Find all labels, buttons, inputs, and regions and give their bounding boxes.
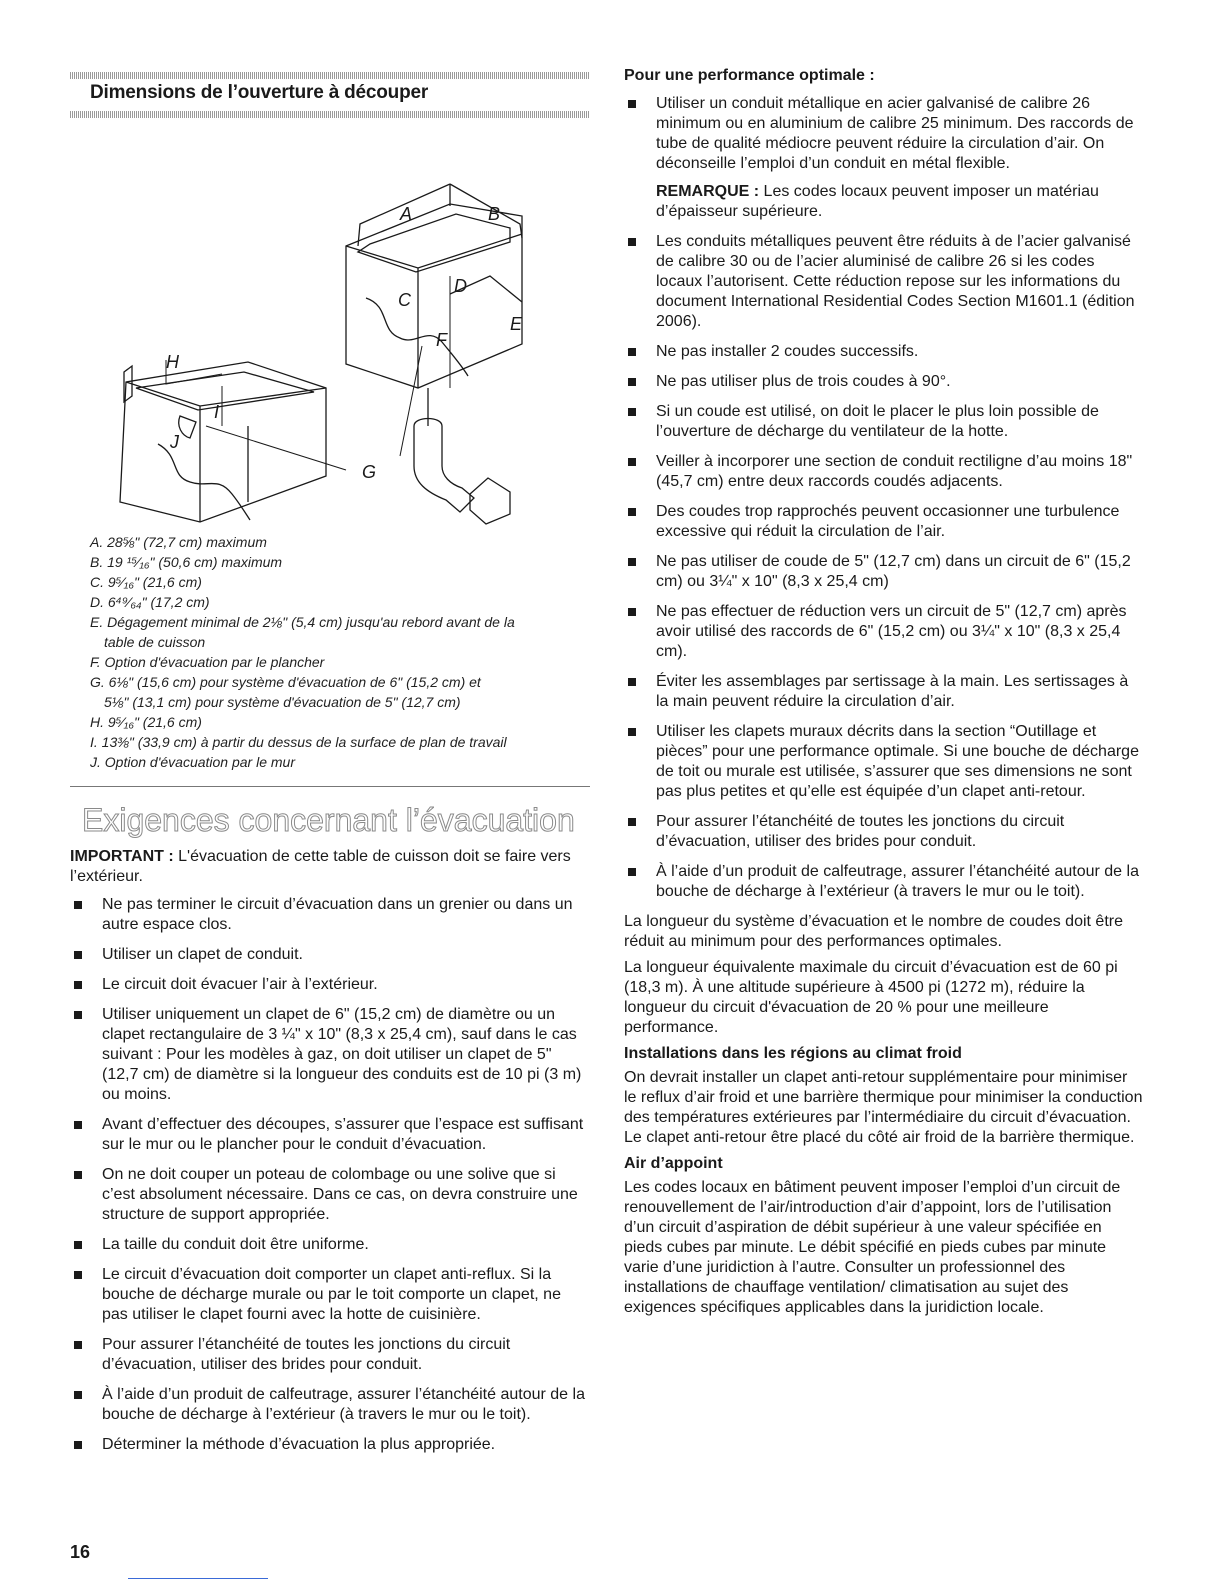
- label-b: B: [488, 204, 501, 224]
- right-column: [624, 66, 1144, 1318]
- list-item: Déterminer la méthode d’évacuation la plus appropriée.: [70, 1435, 590, 1455]
- legend-item: I. 13⅜" (33,9 cm) à partir du dessus de la surface de plan de travail: [90, 734, 507, 750]
- remark-text: Les codes locaux peuvent imposer un matériau d’épaisseur supérieure.: [656, 183, 1099, 220]
- list-item: Utiliser uniquement un clapet de 6" (15,2 cm) de diamètre ou un clapet rectangulaire de 3 ¼" x 10" (8,3 x 25,4 cm), sauf dans le cas suivant : Pour les modèles à gaz, on doit utiliser un clapet de 5" (12,7 cm) de diamètre si la longueur des conduits est de 10 pi (3 m) ou moins.: [70, 1005, 590, 1105]
- leader-g: [400, 346, 422, 456]
- legend-item: E. Dégagement minimal de 2⅛" (5,4 cm) jusqu'au rebord avant de la table de cuisson: [90, 614, 515, 650]
- section-divider: [70, 786, 590, 787]
- bullet-square-icon: [628, 238, 636, 246]
- label-a: A: [400, 204, 413, 224]
- legend-item: G. 6⅛" (15,6 cm) pour système d'évacuation de 6" (15,2 cm) et 5⅛" (13,1 cm) pour système d'évacuation de 5" (12,7 cm): [90, 674, 481, 710]
- list-item: Des coudes trop rapprochés peuvent occasionner une turbulence excessive qui réduit la circulation de l’air.: [624, 502, 1144, 542]
- bullet-square-icon: [628, 408, 636, 416]
- figure-legend: [90, 532, 590, 772]
- footer-link-underline: [128, 1578, 268, 1579]
- bullet-square-icon: [74, 981, 82, 989]
- duct-length-paragraph: La longueur du système d’évacuation et le nombre de coudes doit être réduit au minimum pour des performances optimales.: [624, 913, 1123, 950]
- list-item: Utiliser un conduit métallique en acier galvanisé de calibre 26 minimum ou en aluminium de calibre 25 minimum. Des raccords de tube de qualité médiocre peuvent réduire la circulation d’air. On déconseille l’emploi d’un conduit en métal flexible.: [624, 94, 1144, 174]
- bullet-square-icon: [628, 508, 636, 516]
- remark-note: [656, 182, 1144, 222]
- upper-cutaway-edge: [366, 298, 468, 376]
- bullet-square-icon: [74, 1341, 82, 1349]
- bullet-square-icon: [74, 1391, 82, 1399]
- list-item: Les conduits métalliques peuvent être réduits à de l’acier galvanisé de calibre 30 ou de l’acier aluminisé de calibre 26 si les codes locaux l’autorisent. Cette réduction repose sur les informations du document International Residential Codes Section M1601.1 (édition 2006).: [624, 232, 1144, 332]
- list-item: Ne pas utiliser de coude de 5" (12,7 cm) dans un circuit de 6" (15,2 cm) ou 3¼" x 10" (8,3 x 25,4 cm): [624, 552, 1144, 592]
- legend-item: D. 6⁴⁹⁄₆₄" (17,2 cm): [90, 594, 210, 610]
- list-item: À l’aide d’un produit de calfeutrage, assurer l’étanchéité autour de la bouche de décharge à l’extérieur (à travers le mur ou le toit).: [624, 862, 1144, 902]
- list-item: Pour assurer l’étanchéité de toutes les jonctions du circuit d’évacuation, utiliser des brides pour conduit.: [70, 1335, 590, 1375]
- outlined-title-svg: [80, 799, 580, 841]
- list-item: Ne pas effectuer de réduction vers un circuit de 5" (12,7 cm) après avoir utilisé des raccords de 6" (15,2 cm) ou 3¼" x 10" (8,3 x 25,4 cm).: [624, 602, 1144, 662]
- bullet-square-icon: [628, 378, 636, 386]
- list-item: La taille du conduit doit être uniforme.: [70, 1235, 590, 1255]
- bullet-square-icon: [74, 1241, 82, 1249]
- bullet-square-icon: [74, 1121, 82, 1129]
- label-j: J: [170, 432, 179, 452]
- bullet-square-icon: [74, 951, 82, 959]
- important-paragraph: [70, 847, 590, 887]
- optimal-performance-heading: Pour une performance optimale :: [624, 67, 875, 84]
- label-c: C: [398, 290, 411, 310]
- upper-cabinet-top-edge: [346, 234, 522, 268]
- list-item: Ne pas installer 2 coudes successifs.: [624, 342, 1144, 362]
- hatch-rule-top: [70, 72, 590, 79]
- bullet-square-icon: [628, 868, 636, 876]
- important-text: L'évacuation de cette table de cuisson doit se faire vers l’extérieur.: [70, 848, 571, 885]
- equivalent-length-paragraph: La longueur équivalente maximale du circuit d’évacuation est de 60 pi (18,3 m). À une altitude supérieure à 4500 pi (1272 m), réduire la longueur du circuit d'évacuation de 20 % pour une meilleure performance.: [624, 959, 1118, 1036]
- bullet-square-icon: [628, 458, 636, 466]
- dim-b-line: [450, 184, 522, 238]
- makeup-air-text: Les codes locaux en bâtiment peuvent imposer l’emploi d’un circuit de renouvellement de l’air/introduction d’air d’appoint, lors de l’utilisation d’un circuit d’aspiration de débit supérieur à une valeur spécifiée en pieds cubes par minute. Le débit spécifié en pieds cubes par minute varie d’une juridiction à l’autre. Consulter un professionnel des installations de chauffage ventilation/ climatisation au sujet des exigences spécifiques applicables dans la juridiction locale.: [624, 1179, 1121, 1316]
- list-item: Le circuit doit évacuer l’air à l’extérieur.: [70, 975, 590, 995]
- section-header-dimensions: [70, 72, 590, 118]
- wall-cap: [470, 478, 510, 524]
- section-title-dimensions: Dimensions de l’ouverture à découper: [90, 82, 429, 103]
- leader-g-lower: [206, 426, 346, 470]
- list-item: Ne pas utiliser plus de trois coudes à 90°.: [624, 372, 1144, 392]
- floor-duct-elbow: [414, 419, 474, 513]
- list-item: Utiliser un clapet de conduit.: [70, 945, 590, 965]
- venting-title-text: Exigences concernant l’évacuation: [82, 802, 575, 838]
- list-item: On ne doit couper un poteau de colombage ou une solive que si c’est absolument nécessaire. Dans ce cas, on devra construire une structure de support appropriée.: [70, 1165, 590, 1225]
- legend-item: A. 28⅝" (72,7 cm) maximum: [90, 534, 267, 550]
- legend-item: C. 9⁵⁄₁₆" (21,6 cm): [90, 574, 202, 590]
- label-f: F: [436, 330, 447, 350]
- bullet-square-icon: [74, 1171, 82, 1179]
- diagram-svg: [70, 126, 590, 526]
- section-title-venting: [80, 799, 590, 841]
- legend-item: F. Option d'évacuation par le plancher: [90, 654, 325, 670]
- bullet-square-icon: [74, 1441, 82, 1449]
- lower-cutout: [136, 372, 314, 410]
- cold-climate-heading: Installations dans les régions au climat froid: [624, 1045, 962, 1062]
- bullet-square-icon: [74, 1011, 82, 1019]
- list-item: Veiller à incorporer une section de conduit rectiligne d’au moins 18" (45,7 cm) entre deux raccords coudés adjacents.: [624, 452, 1144, 492]
- upper-cabinet-outline: [346, 204, 522, 388]
- bullet-square-icon: [628, 608, 636, 616]
- label-g: G: [362, 462, 377, 482]
- bullet-square-icon: [628, 818, 636, 826]
- remark-label: REMARQUE :: [656, 183, 760, 200]
- cold-climate-text: On devrait installer un clapet anti-retour supplémentaire pour minimiser le reflux d’air froid et une barrière thermique pour minimiser la conduction des températures extérieures par l’intermédiaire du circuit d’évacuation. Le clapet anti-retour être placé du côté air froid de la barrière thermique.: [624, 1069, 1143, 1146]
- wall-duct-j: [179, 416, 196, 438]
- label-e: E: [510, 314, 523, 334]
- bullet-square-icon: [628, 348, 636, 356]
- performance-list-b: [624, 232, 1144, 902]
- makeup-air-heading: Air d’appoint: [624, 1155, 723, 1172]
- important-label: IMPORTANT :: [70, 848, 174, 865]
- list-item: Ne pas terminer le circuit d’évacuation dans un grenier ou dans un autre espace clos.: [70, 895, 590, 935]
- list-item: Utiliser les clapets muraux décrits dans la section “Outillage et pièces” pour une performance optimale. Si une bouche de décharge de toit ou murale est utilisée, s’assurer que ses dimensions ne sont pas plus petites et qu’elle est équipée d’un clapet anti-retour.: [624, 722, 1144, 802]
- bullet-square-icon: [74, 1271, 82, 1279]
- venting-requirements-list: [70, 895, 590, 1455]
- legend-item: B. 19 ¹⁵⁄₁₆" (50,6 cm) maximum: [90, 554, 283, 570]
- list-item: Avant d’effectuer des découpes, s’assurer que l’espace est suffisant sur le mur ou le plancher pour le conduit d’évacuation.: [70, 1115, 590, 1155]
- cutout-dimensions-diagram: [70, 126, 590, 526]
- label-h: H: [166, 352, 179, 372]
- label-d: D: [454, 276, 467, 296]
- label-i: I: [214, 402, 220, 422]
- bullet-square-icon: [628, 100, 636, 108]
- list-item: Éviter les assemblages par sertissage à la main. Les sertissages à la main peuvent réduire la circulation d’air.: [624, 672, 1144, 712]
- list-item: À l’aide d’un produit de calfeutrage, assurer l’étanchéité autour de la bouche de décharge à l’extérieur (à travers le mur ou le toit).: [70, 1385, 590, 1425]
- bullet-square-icon: [628, 558, 636, 566]
- left-column: [70, 72, 590, 1465]
- page-number: 16: [70, 1542, 91, 1562]
- list-item: Si un coude est utilisé, on doit le placer le plus loin possible de l’ouverture de décharge du ventilateur de la hotte.: [624, 402, 1144, 442]
- bullet-square-icon: [628, 678, 636, 686]
- legend-item: H. 9⁵⁄₁₆" (21,6 cm): [90, 714, 202, 730]
- list-item: Pour assurer l’étanchéité de toutes les jonctions du circuit d’évacuation, utiliser des brides pour conduit.: [624, 812, 1144, 852]
- legend-item: J. Option d'évacuation par le mur: [90, 754, 296, 770]
- list-item: Le circuit d’évacuation doit comporter un clapet anti-reflux. Si la bouche de décharge murale ou par le toit comporte un clapet, ne pas utiliser le clapet fourni avec la hotte de cuisinière.: [70, 1265, 590, 1325]
- bullet-square-icon: [74, 901, 82, 909]
- performance-list-a: [624, 94, 1144, 174]
- hatch-rule-bottom: [70, 111, 590, 118]
- bullet-square-icon: [628, 728, 636, 736]
